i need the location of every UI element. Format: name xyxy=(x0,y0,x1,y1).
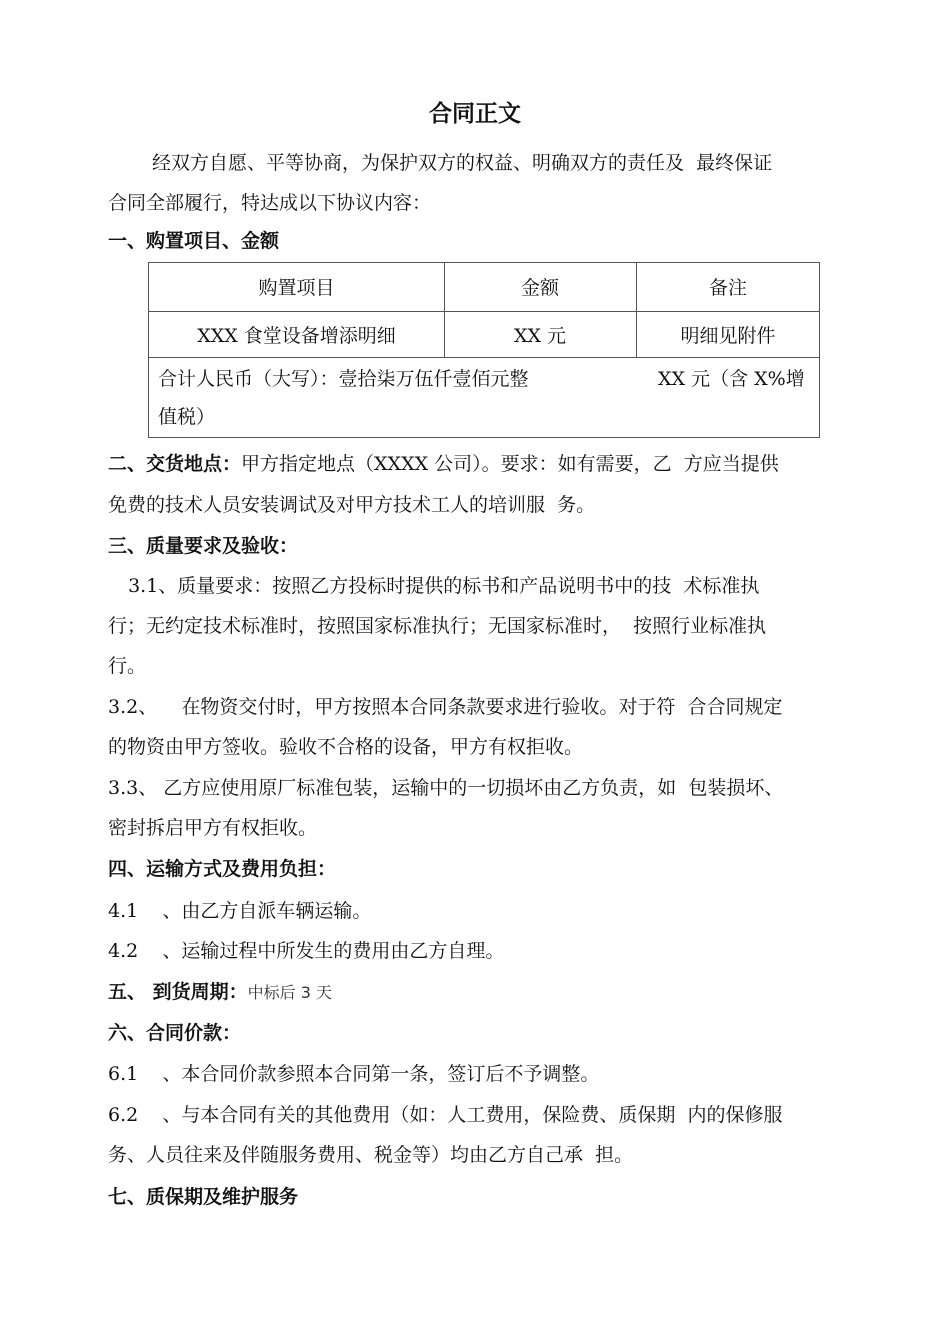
intro-line-2: 合同全部履行，特达成以下协议内容： xyxy=(108,192,432,214)
table-divider xyxy=(149,311,819,312)
section-3-line: 3.2、 在物资交付时，甲方按照本合同条款要求进行验收。对于符 合合同规定 xyxy=(108,696,783,718)
section-3-line: 3.1、质量要求：按照乙方投标时提供的标书和产品说明书中的技 术标准执 xyxy=(116,575,760,597)
table-cell-item: XXX 食堂设备增添明细 xyxy=(197,325,396,347)
section-3-line: 3.3、 乙方应使用原厂标准包装，运输中的一切损坏由乙方负责，如 包装损坏、 xyxy=(108,777,784,799)
delivery-period-value: 中标后 3 天 xyxy=(247,983,332,1002)
section-4-line: 4.2 、运输过程中所发生的费用由乙方自理。 xyxy=(108,940,505,962)
section-3-line: 的物资由甲方签收。验收不合格的设备，甲方有权拒收。 xyxy=(108,736,584,758)
section-4-heading: 四、运输方式及费用负担： xyxy=(108,858,337,880)
table-cell-amount: XX 元 xyxy=(513,325,567,347)
document-title: 合同正文 xyxy=(429,101,521,127)
section-6-line: 务、人员往来及伴随服务费用、税金等）均由乙方自己承 担。 xyxy=(108,1144,634,1166)
table-header-amount: 金额 xyxy=(520,277,559,299)
section-4-line: 4.1 、由乙方自派车辆运输。 xyxy=(108,900,372,922)
section-2-line-1 xyxy=(108,451,779,477)
purchase-table xyxy=(148,262,820,438)
section-5-heading: 五、 到货周期： xyxy=(108,981,248,1003)
table-header-note: 备注 xyxy=(708,277,747,299)
section-6-heading: 六、合同价款： xyxy=(108,1022,242,1044)
section-6-line: 6.1 、本合同价款参照本合同第一条，签订后不予调整。 xyxy=(108,1063,600,1085)
section-5-line xyxy=(108,979,332,1006)
section-1-heading: 一、购置项目、金额 xyxy=(108,230,280,252)
section-3-line: 密封拆启甲方有权拒收。 xyxy=(108,817,318,839)
section-3-heading: 三、质量要求及验收： xyxy=(108,535,299,557)
section-6-line: 6.2 、与本合同有关的其他费用（如：人工费用，保险费、质保期 内的保修服 xyxy=(108,1104,783,1126)
section-2-text: 甲方指定地点（XXXX 公司）。要求：如有需要，乙 方应当提供 xyxy=(241,453,779,475)
intro-line-1: 经双方自愿、平等协商，为保护双方的权益、明确双方的责任及 最终保证 xyxy=(152,152,773,174)
section-3-line: 行。 xyxy=(108,655,147,677)
table-header-item: 购置项目 xyxy=(258,277,335,299)
section-7-heading: 七、质保期及维护服务 xyxy=(108,1186,299,1208)
table-total-tax-note: 值税） xyxy=(158,406,216,428)
section-3-line: 行；无约定技术标准时，按照国家标准执行；无国家标准时， 按照行业标准执 xyxy=(108,615,767,637)
table-total-amount: XX 元（含 X%增 xyxy=(658,368,805,390)
section-2-heading: 二、交货地点： xyxy=(108,453,242,475)
table-cell-note: 明细见附件 xyxy=(680,325,776,347)
section-2-line-2: 免费的技术人员安装调试及对甲方技术工人的培训服 务。 xyxy=(108,494,596,516)
table-total-text: 合计人民币（大写）：壹拾柒万伍仟壹佰元整 xyxy=(158,368,529,390)
table-divider xyxy=(149,357,819,358)
